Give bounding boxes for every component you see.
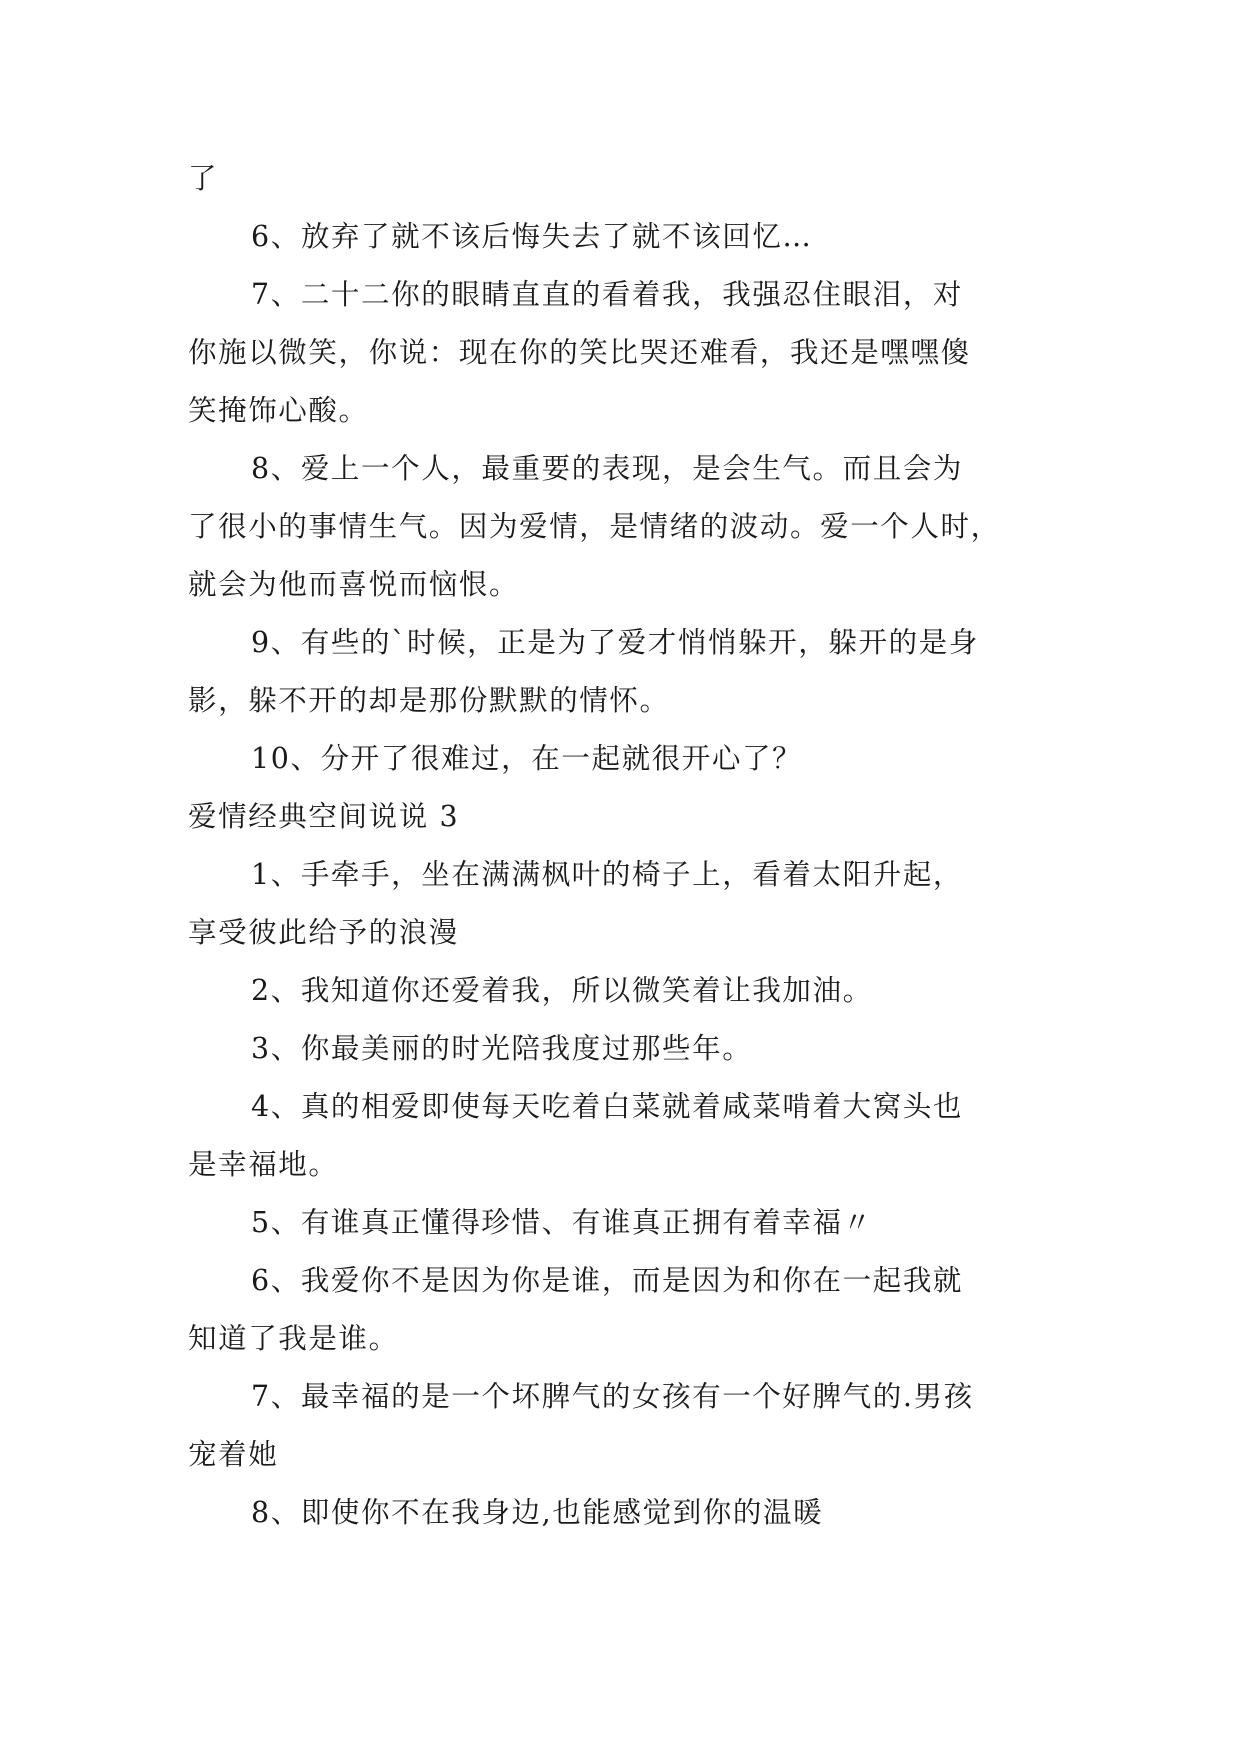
paragraph-7: 7、二十二你的眼睛直直的看着我，我强忍住眼泪，对: [251, 278, 964, 311]
paragraph-6b: 6、我爱你不是因为你是谁，而是因为和你在一起我就: [251, 1264, 964, 1297]
paragraph-1: 1、手牵手，坐在满满枫叶的椅子上，看着太阳升起，: [251, 858, 964, 891]
text-line: 享受彼此给予的浪漫: [188, 916, 459, 949]
text-line: 宠着她: [188, 1438, 279, 1471]
paragraph-2: 2、我知道你还爱着我，所以微笑着让我加油。: [251, 974, 873, 1007]
text-line: 了很小的事情生气。因为爱情，是情绪的波动。爱一个人时，: [188, 510, 1001, 543]
text-line: 笑掩饰心酸。: [188, 394, 369, 427]
text-line: 了: [188, 162, 219, 195]
text-line: 影，躲不开的却是那份默默的情怀。: [188, 684, 670, 717]
text-line: 知道了我是谁。: [188, 1322, 399, 1355]
paragraph-10: 10、分开了很难过，在一起就很开心了？: [251, 742, 803, 775]
paragraph-4: 4、真的相爱即使每天吃着白菜就着咸菜啃着大窝头也: [251, 1090, 964, 1123]
text-line: 就会为他而喜悦而恼恨。: [188, 568, 520, 601]
section-heading: 爱情经典空间说说 3: [188, 800, 460, 833]
paragraph-3: 3、你最美丽的时光陪我度过那些年。: [251, 1032, 753, 1065]
text-line: 是幸福地。: [188, 1148, 339, 1181]
document-body: [188, 150, 1056, 1542]
text-line: 你施以微笑，你说：现在你的笑比哭还难看，我还是嘿嘿傻: [188, 336, 971, 369]
paragraph-9: 9、有些的`时候，正是为了爱才悄悄躲开，躲开的是身: [251, 626, 979, 659]
paragraph-8: 8、爱上一个人，最重要的表现，是会生气。而且会为: [251, 452, 964, 485]
paragraph-8b: 8、即使你不在我身边,也能感觉到你的温暖: [251, 1496, 824, 1529]
paragraph-5: 5、有谁真正懂得珍惜、有谁真正拥有着幸福〃: [251, 1206, 873, 1239]
paragraph-7b: 7、最幸福的是一个坏脾气的女孩有一个好脾气的.男孩: [251, 1380, 974, 1413]
paragraph-6: 6、放弃了就不该后悔失去了就不该回忆…: [251, 220, 813, 253]
